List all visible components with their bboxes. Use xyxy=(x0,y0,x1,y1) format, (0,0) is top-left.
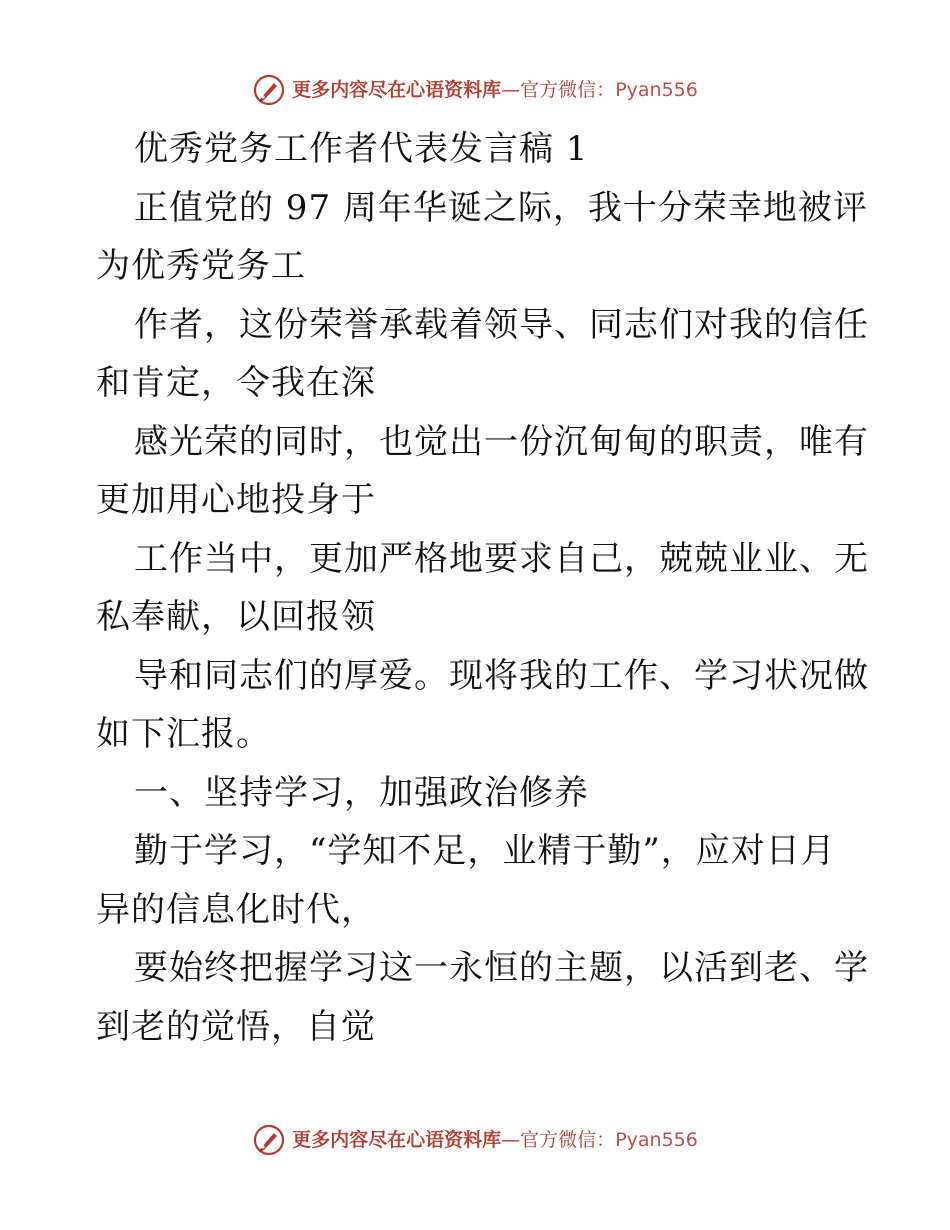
watermark-separator: — xyxy=(501,1128,521,1151)
watermark-separator: — xyxy=(501,78,521,101)
text-line: 为优秀党务工 xyxy=(96,246,306,286)
watermark-official-text: 官方微信： xyxy=(520,78,616,101)
text-line: 作者，这份荣誉承载着领导、同志们对我的信任 xyxy=(134,304,869,345)
watermark-site-text: 更多内容尽在心语资料库 xyxy=(292,1128,502,1151)
text-line: 私奉献，以回报领 xyxy=(96,597,376,637)
document-title: 优秀党务工作者代表发言稿 1 xyxy=(134,129,589,169)
text-line: 异的信息化时代， xyxy=(96,889,376,930)
watermark-wechat-id: Pyan556 xyxy=(615,1128,698,1151)
header-watermark xyxy=(0,68,950,112)
watermark-official-text: 官方微信： xyxy=(520,1128,616,1151)
pen-logo-icon xyxy=(252,1123,286,1157)
text-line: 正值党的 97 周年华诞之际，我十分荣幸地被评 xyxy=(134,187,868,228)
document-body xyxy=(96,120,869,1056)
text-line: 和肯定，令我在深 xyxy=(96,363,376,403)
text-line: 导和同志们的厚爱。现将我的工作、学习状况做 xyxy=(134,655,869,696)
text-line: 感光荣的同时，也觉出一份沉甸甸的职责，唯有 xyxy=(134,421,869,462)
text-line: 要始终把握学习这一永恒的主题，以活到老、学 xyxy=(134,948,869,988)
footer-watermark xyxy=(0,1118,950,1162)
text-line: 如下汇报。 xyxy=(96,714,271,754)
watermark-site-text: 更多内容尽在心语资料库 xyxy=(292,78,502,101)
text-line: 工作当中，更加严格地要求自己，兢兢业业、无 xyxy=(134,538,869,579)
text-line: 到老的觉悟，自觉 xyxy=(96,1006,376,1047)
text-line: 一、坚持学习，加强政治修养 xyxy=(134,772,589,813)
text-line: 更加用心地投身于 xyxy=(96,480,376,520)
pen-logo-icon xyxy=(252,73,286,107)
text-line: 勤于学习，“学知不足，业精于勤”，应对日月 xyxy=(134,831,836,871)
watermark-wechat-id: Pyan556 xyxy=(615,78,698,101)
